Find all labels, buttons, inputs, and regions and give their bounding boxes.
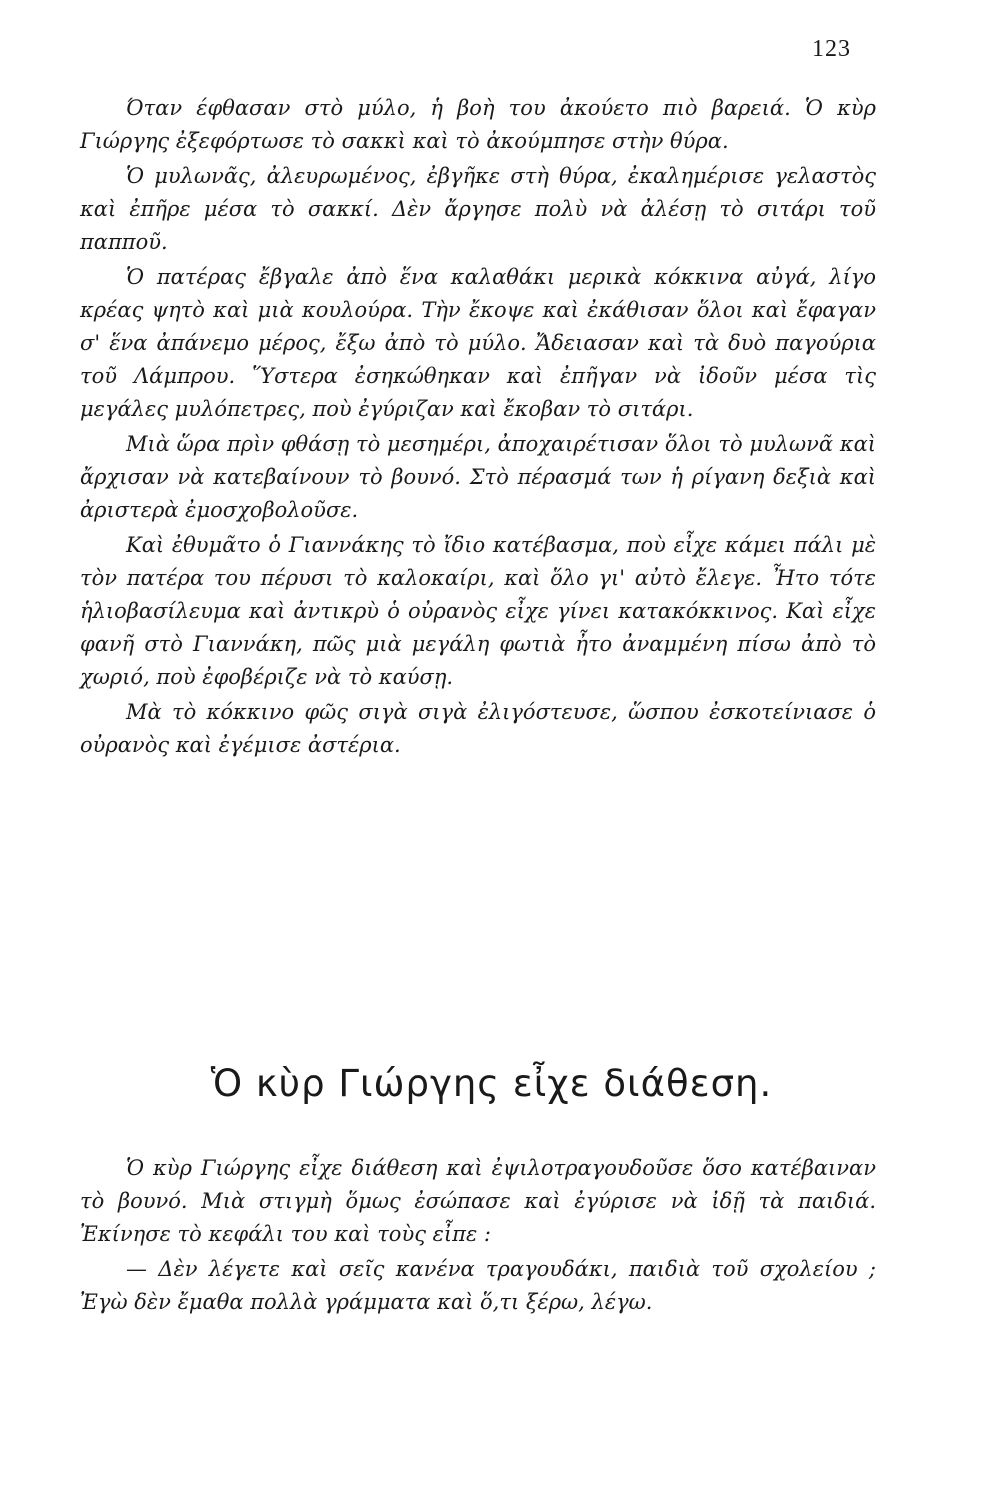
body-text-bottom xyxy=(80,1152,876,1321)
body-text-top xyxy=(80,92,876,764)
paragraph: Ὁ κὺρ Γιώργης εἶχε διάθεση καὶ ἐψιλοτραγουδοῦσε ὅσο κατέβαιναν τὸ βουνό. Μιὰ στιγμὴ ὅμως ἐσώπασε καὶ ἐγύρισε νὰ ἰδῇ τὰ παιδιά. Ἐκίνησε τὸ κεφάλι του καὶ τοὺς εἶπε : xyxy=(80,1156,876,1246)
paragraph: Μιὰ ὥρα πρὶν φθάσῃ τὸ μεσημέρι, ἀποχαιρέτισαν ὅλοι τὸ μυλωνᾶ καὶ ἄρχισαν νὰ κατεβαίνουν τὸ βουνό. Στὸ πέρασμά των ἡ ρίγανη δεξιὰ καὶ ἀριστερὰ ἐμοσχοβολοῦσε. xyxy=(80,432,876,522)
dialogue-paragraph: — Δὲν λέγετε καὶ σεῖς κανένα τραγουδάκι, παιδιὰ τοῦ σχολείου ; Ἐγὼ δὲν ἔμαθα πολλὰ γράμματα καὶ ὅ,τι ξέρω, λέγω. xyxy=(80,1257,876,1314)
paragraph: Όταν έφθασαν στὸ μύλο, ἡ βοὴ του ἀκούετο πιὸ βαρειά. Ὁ κὺρ Γιώργης ἐξεφόρτωσε τὸ σακκὶ καὶ τὸ ἀκούμπησε στὴν θύρα. xyxy=(80,96,876,153)
section-heading: Ὁ κὺρ Γιώργης εἶχε διάθεση. xyxy=(210,1062,773,1105)
paragraph: Καὶ ἐθυμᾶτο ὁ Γιαννάκης τὸ ἴδιο κατέβασμα, ποὺ εἶχε κάμει πάλι μὲ τὸν πατέρα του πέρυσι τὸ καλοκαίρι, καὶ ὅλο γι' αὐτὸ ἔλεγε. Ἦτο τότε ἡλιοβασίλευμα καὶ ἀντικρὺ ὁ οὐρανὸς εἶχε γίνει κατακόκκινος. Καὶ εἶχε φανῆ στὸ Γιαννάκη, πῶς μιὰ μεγάλη φωτιὰ ἦτο ἀναμμένη πίσω ἀπὸ τὸ χωριό, ποὺ ἐφοβέριζε νὰ τὸ καύσῃ. xyxy=(80,533,876,689)
paragraph: Ὁ πατέρας ἔβγαλε ἀπὸ ἕνα καλαθάκι μερικὰ κόκκινα αὐγά, λίγο κρέας ψητὸ καὶ μιὰ κουλούρα. Τὴν ἔκοψε καὶ ἐκάθισαν ὅλοι καὶ ἔφαγαν σ' ἕνα ἀπάνεμο μέρος, ἔξω ἀπὸ τὸ μύλο. Ἄδειασαν καὶ τὰ δυὸ παγούρια τοῦ Λάμπρου. Ὕστερα ἐσηκώθηκαν καὶ ἐπῆγαν νὰ ἰδοῦν μέσα τὶς μεγάλες μυλόπετρες, ποὺ ἐγύριζαν καὶ ἔκοβαν τὸ σιτάρι. xyxy=(80,265,876,421)
page-number: 123 xyxy=(812,36,851,62)
paragraph: Ὁ μυλωνᾶς, ἀλευρωμένος, ἐβγῆκε στὴ θύρα, ἐκαλημέρισε γελαστὸς καὶ ἐπῆρε μέσα τὸ σακκί. Δὲν ἄργησε πολὺ νὰ ἀλέσῃ τὸ σιτάρι τοῦ παπποῦ. xyxy=(80,164,876,254)
paragraph: Μὰ τὸ κόκκινο φῶς σιγὰ σιγὰ ἐλιγόστευσε, ὥσπου ἐσκοτείνιασε ὁ οὐρανὸς καὶ ἐγέμισε ἀστέρια. xyxy=(80,700,876,757)
